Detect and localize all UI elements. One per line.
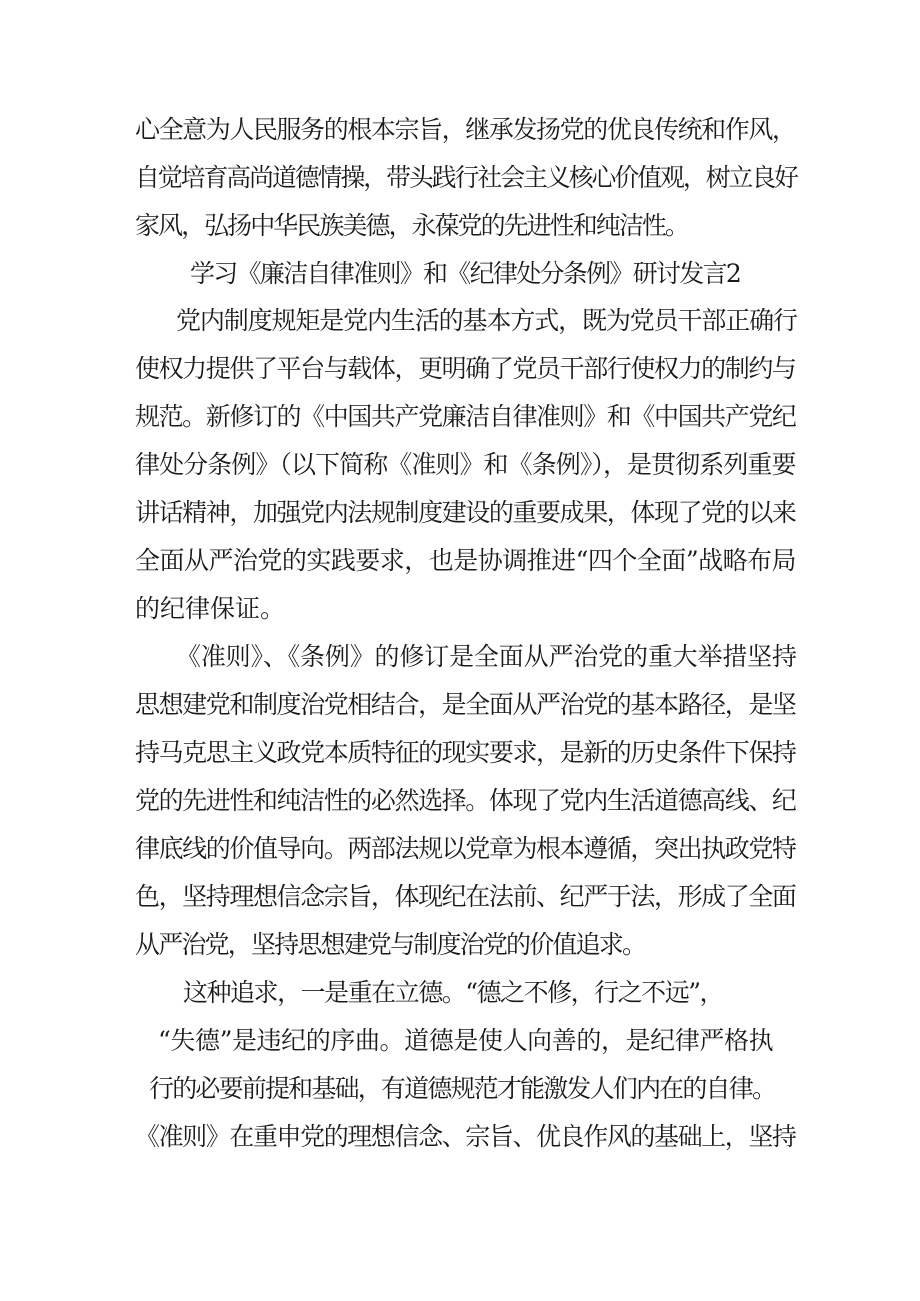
text-line: 从严治党，坚持思想建党与制度治党的价值追求。 bbox=[135, 930, 646, 959]
text-line: 《准则》、《条例》的修订是全面从严治党的重大举措坚持 bbox=[176, 642, 797, 671]
text-line: 全面从严治党的实践要求，也是协调推进“四个全面”战略布局 bbox=[135, 546, 797, 575]
section-heading: 学习《廉洁自律准则》和《纪律处分条例》研讨发言2 bbox=[190, 259, 741, 288]
text-line: “失德”是违纪的序曲。道德是使人向善的，是纪律严格执 bbox=[158, 1026, 774, 1055]
text-line: 律处分条例》（以下简称《准则》和《条例》），是贯彻系列重要 bbox=[135, 450, 796, 479]
text-line: 心全意为人民服务的根本宗旨，继承发扬党的优良传统和作风， bbox=[135, 115, 796, 144]
text-line: 自觉培育高尚道德情操，带头践行社会主义核心价值观，树立良好 bbox=[135, 163, 798, 192]
text-line: 党的先进性和纯洁性的必然选择。体现了党内生活道德高线、纪 bbox=[135, 786, 796, 815]
text-line: 律底线的价值导向。两部法规以党章为根本遵循，突出执政党特 bbox=[135, 834, 796, 863]
text-line: 使权力提供了平台与载体，更明确了党员干部行使权力的制约与 bbox=[135, 354, 796, 383]
text-line: 家风，弘扬中华民族美德，永葆党的先进性和纯洁性。 bbox=[135, 211, 688, 240]
text-line: 这种追求，一是重在立德。“德之不修，行之不远”， bbox=[183, 978, 724, 1007]
text-line: 持马克思主义政党本质特征的现实要求，是新的历史条件下保持 bbox=[135, 738, 796, 767]
text-line: 规范。新修订的《中国共产党廉洁自律准则》和《中国共产党纪 bbox=[135, 402, 796, 431]
text-line: 党内制度规矩是党内生活的基本方式，既为党员干部正确行 bbox=[176, 306, 797, 335]
text-line: 讲话精神，加强党内法规制度建设的重要成果，体现了党的以来 bbox=[135, 498, 796, 527]
text-line: 《准则》在重申党的理想信念、宗旨、优良作风的基础上，坚持 bbox=[135, 1122, 796, 1151]
text-line: 行的必要前提和基础，有道德规范才能激发人们内在的自律。 bbox=[149, 1074, 776, 1103]
text-line: 的纪律保证。 bbox=[135, 594, 286, 623]
text-line: 色，坚持理想信念宗旨，体现纪在法前、纪严于法，形成了全面 bbox=[135, 882, 796, 911]
text-line: 思想建党和制度治党相结合，是全面从严治党的基本路径，是坚 bbox=[135, 690, 796, 719]
